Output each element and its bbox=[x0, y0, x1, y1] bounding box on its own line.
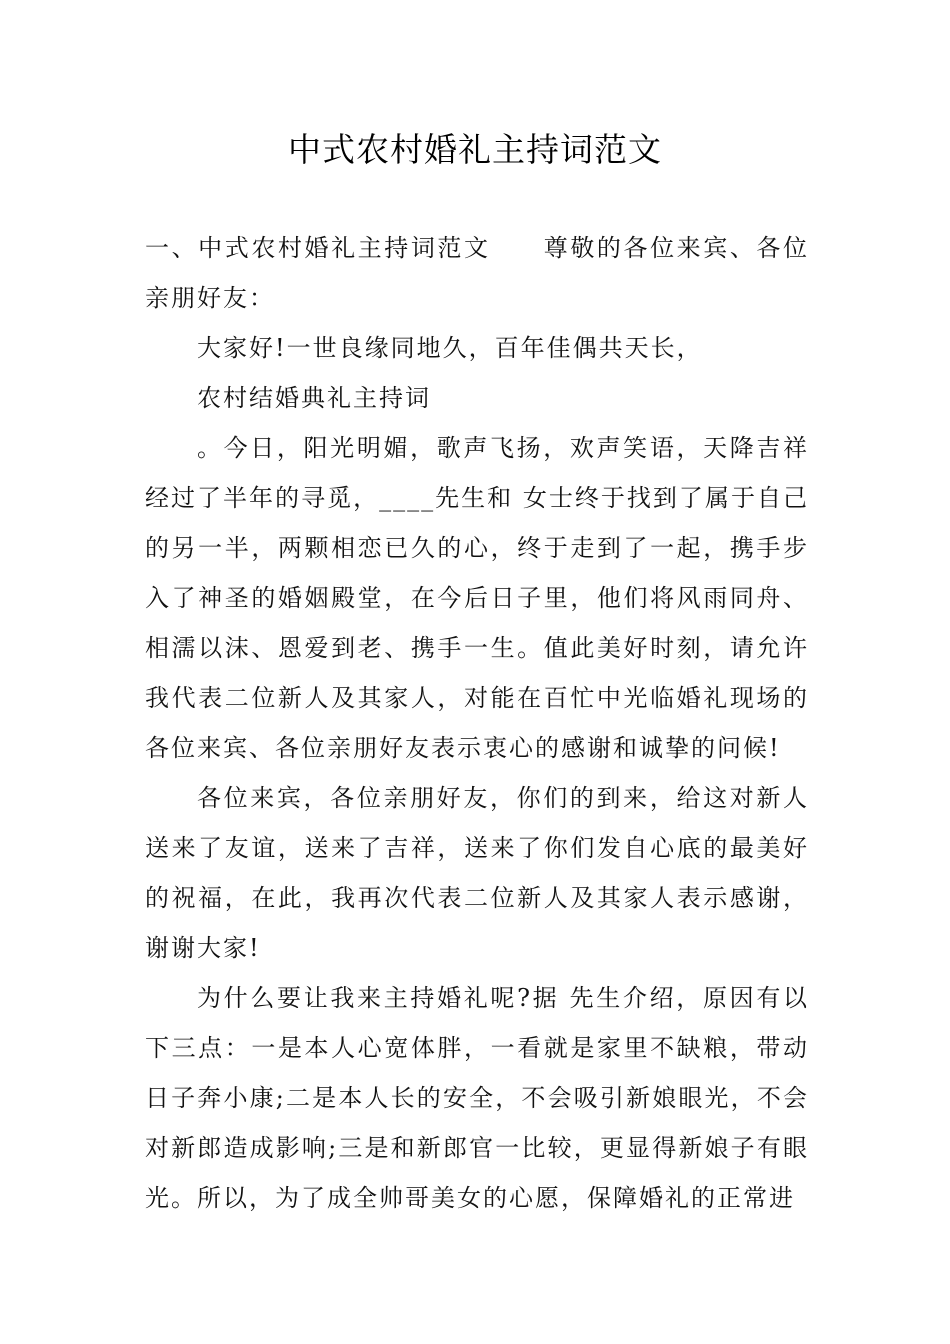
paragraph-3: 农村结婚典礼主持词 bbox=[197, 384, 431, 412]
paragraph-1: 一、中式农村婚礼主持词范文 尊敬的各位来宾、各位亲朋好友： bbox=[145, 234, 809, 312]
paragraph-5: 各位来宾，各位亲朋好友，你们的到来，给这对新人送来了友谊，送来了吉祥，送来了你们发自心底的最美好的祝福，在此，我再次代表二位新人及其家人表示感谢，谢谢大家! bbox=[145, 784, 809, 962]
document-body bbox=[145, 223, 809, 1223]
paragraph-2: 大家好!一世良缘同地久，百年佳偶共天长， bbox=[197, 334, 703, 362]
document-title: 中式农村婚礼主持词范文 bbox=[288, 130, 662, 169]
paragraph-6: 为什么要让我来主持婚礼呢?据 先生介绍，原因有以下三点：一是本人心宽体胖，一看就是家里不缺粮，带动日子奔小康;二是本人长的安全，不会吸引新娘眼光，不会对新郎造成影响;三是和新郎官一比较，更显得新娘子有眼光。所以，为了成全帅哥美女的心愿，保障婚礼的正常进 bbox=[145, 984, 809, 1212]
paragraph-4: 。今日，阳光明媚，歌声飞扬，欢声笑语，天降吉祥经过了半年的寻觅，____先生和 女士终于找到了属于自己的另一半，两颗相恋已久的心，终于走到了一起，携手步入了神圣的婚姻殿堂，在今后日子里，他们将风雨同舟、相濡以沫、恩爱到老、携手一生。值此美好时刻，请允许我代表二位新人及其家人，对能在百忙中光临婚礼现场的各位来宾、各位亲朋好友表示衷心的感谢和诚挚的问候! bbox=[145, 434, 809, 762]
